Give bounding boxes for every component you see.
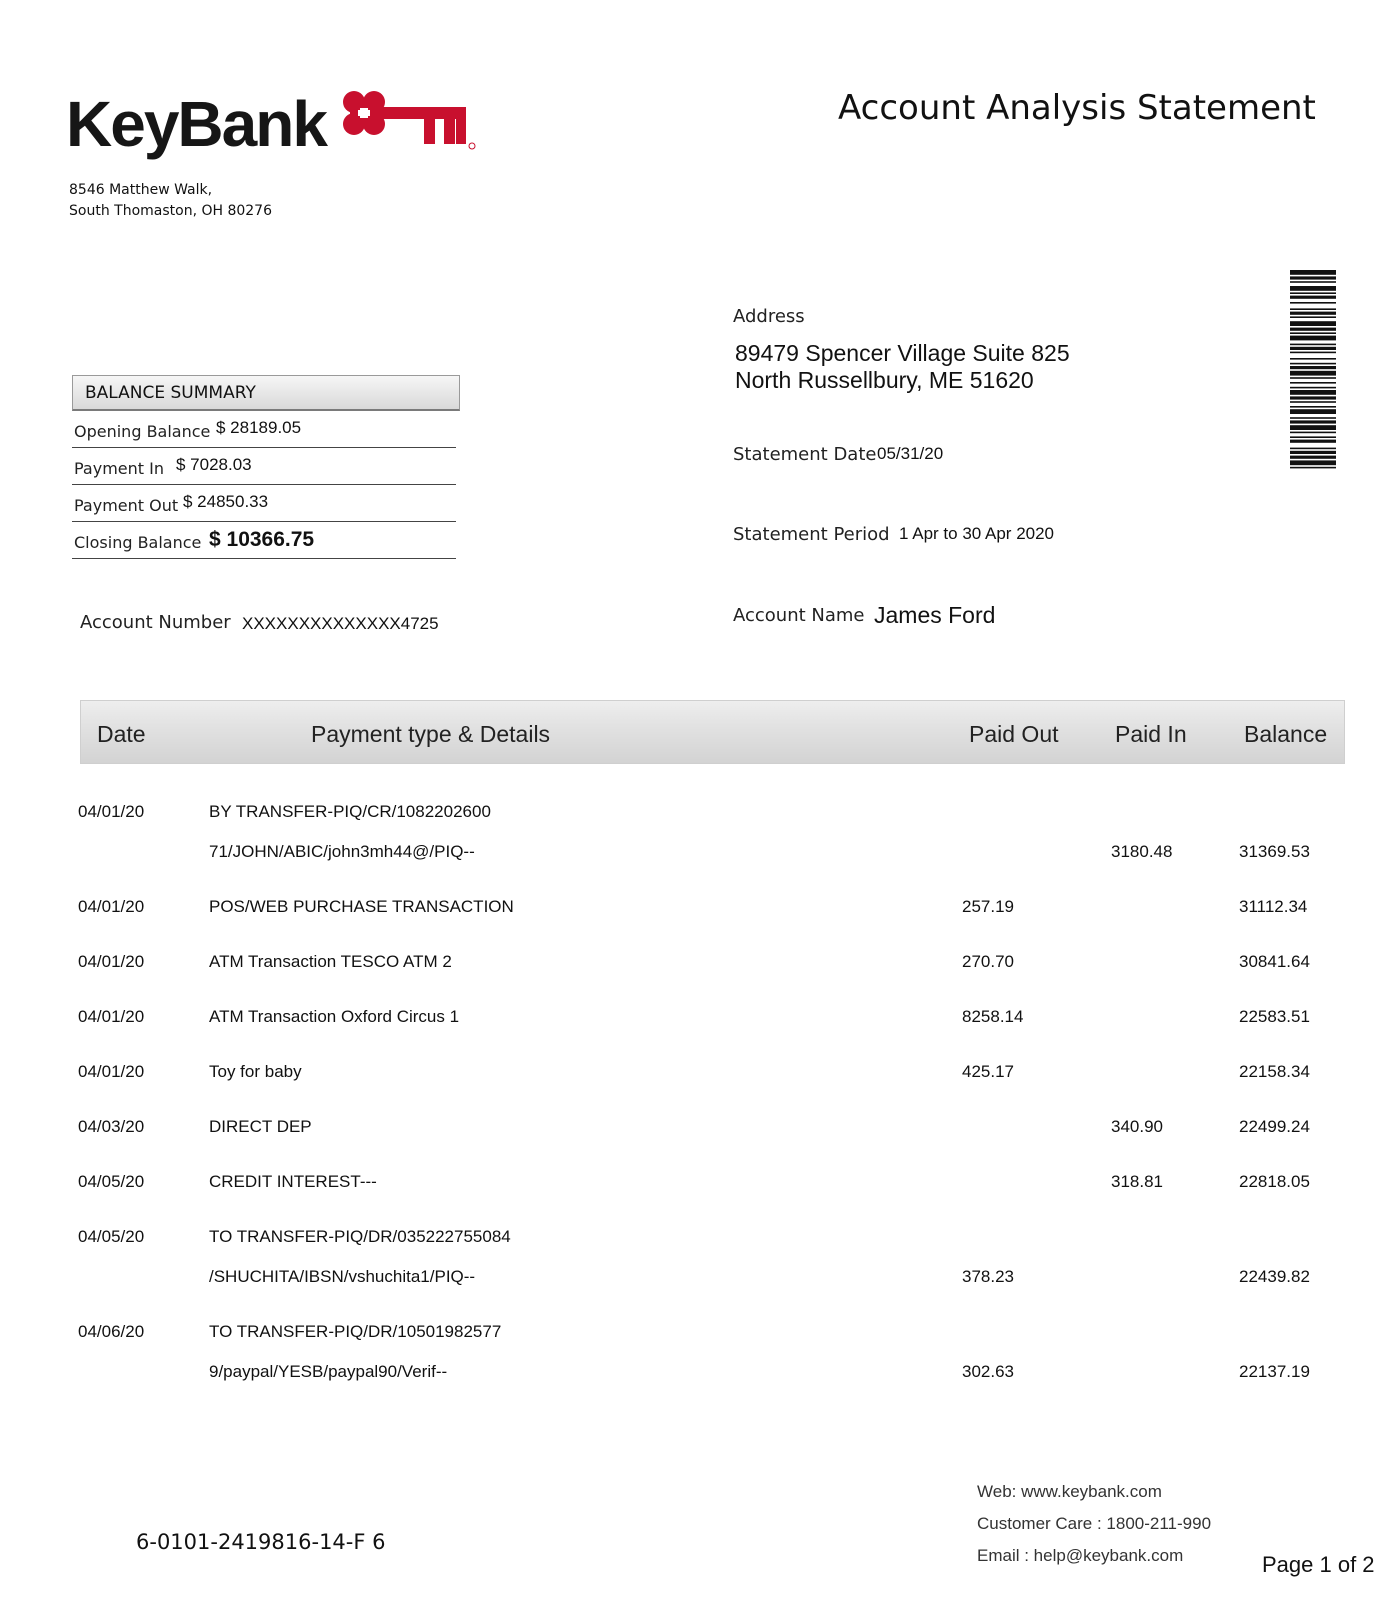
statement-title: Account Analysis Statement	[838, 88, 1316, 128]
closing-balance-row	[72, 522, 456, 559]
row-paid-out: 378.23	[962, 1267, 1014, 1286]
row-details: BY TRANSFER-PIQ/CR/1082202600	[209, 802, 491, 821]
key-logo-icon	[340, 86, 480, 156]
account-name-value: James Ford	[874, 602, 996, 628]
row-details: TO TRANSFER-PIQ/DR/10501982577	[209, 1322, 502, 1341]
balance-summary-header	[72, 375, 460, 411]
address-line2: North Russellbury, ME 51620	[735, 367, 1034, 393]
row-paid-in: 340.90	[1111, 1117, 1163, 1136]
payment-out-row	[72, 485, 456, 522]
row-balance: 22818.05	[1239, 1172, 1310, 1191]
row-details-continued: 9/paypal/YESB/paypal90/Verif--	[209, 1362, 448, 1381]
row-date: 04/01/20	[78, 952, 145, 971]
column-header-date: Date	[97, 721, 146, 747]
footer-email-link[interactable]: Email : help@keybank.com	[977, 1546, 1184, 1565]
payment-in-label: Payment In	[74, 459, 164, 478]
row-paid-out: 302.63	[962, 1362, 1014, 1381]
row-details: TO TRANSFER-PIQ/DR/035222755084	[209, 1227, 511, 1246]
account-number-value: XXXXXXXXXXXXXX4725	[242, 614, 439, 633]
row-balance: 31369.53	[1239, 842, 1310, 861]
closing-balance-label: Closing Balance	[74, 533, 202, 552]
opening-balance-row	[72, 411, 456, 448]
closing-balance-value: $ 10366.75	[209, 528, 315, 551]
row-paid-in: 3180.48	[1111, 842, 1173, 861]
bank-address	[69, 180, 272, 222]
bank-logo-text: KeyBank	[66, 88, 326, 160]
row-date: 04/01/20	[78, 802, 145, 821]
opening-balance-value: $ 28189.05	[216, 418, 302, 437]
transactions-table-header	[80, 700, 1345, 764]
column-header-balance: Balance	[1244, 721, 1328, 747]
bank-address-line2: South Thomaston, OH 80276	[69, 203, 272, 219]
row-date: 04/01/20	[78, 1007, 145, 1026]
row-details: POS/WEB PURCHASE TRANSACTION	[209, 897, 514, 916]
statement-reference-code: 6-0101-2419816-14-F 6	[136, 1530, 386, 1554]
address-line1: 89479 Spencer Village Suite 825	[735, 340, 1070, 366]
row-balance: 22583.51	[1239, 1007, 1310, 1026]
balance-summary-title: BALANCE SUMMARY	[85, 383, 256, 403]
barcode-icon	[1290, 270, 1336, 534]
account-number-label: Account Number	[80, 612, 231, 633]
row-details: CREDIT INTEREST---	[209, 1172, 377, 1191]
account-name-label: Account Name	[733, 605, 865, 626]
row-balance: 30841.64	[1239, 952, 1310, 971]
column-header-paid-in: Paid In	[1115, 721, 1187, 747]
row-paid-in: 318.81	[1111, 1172, 1163, 1191]
row-details-continued: /SHUCHITA/IBSN/vshuchita1/PIQ--	[209, 1267, 476, 1286]
row-details: ATM Transaction Oxford Circus 1	[209, 1007, 460, 1026]
statement-date-value: 05/31/20	[877, 444, 944, 463]
statement-period-value: 1 Apr to 30 Apr 2020	[899, 524, 1055, 543]
row-paid-out: 257.19	[962, 897, 1014, 916]
page-number: Page 1 of 2	[1262, 1552, 1375, 1577]
row-date: 04/03/20	[78, 1117, 145, 1136]
row-date: 04/05/20	[78, 1172, 145, 1191]
row-date: 04/06/20	[78, 1322, 145, 1341]
row-date: 04/01/20	[78, 897, 145, 916]
row-date: 04/01/20	[78, 1062, 145, 1081]
row-paid-out: 270.70	[962, 952, 1014, 971]
column-header-paid-out: Paid Out	[969, 721, 1059, 747]
bank-address-line1: 8546 Matthew Walk,	[69, 182, 213, 198]
row-balance: 22158.34	[1239, 1062, 1310, 1081]
row-balance: 22137.19	[1239, 1362, 1310, 1381]
payment-out-value: $ 24850.33	[183, 492, 269, 511]
column-header-details: Payment type & Details	[311, 721, 551, 747]
address-label: Address	[733, 306, 805, 327]
footer-web-link[interactable]: Web: www.keybank.com	[977, 1482, 1162, 1501]
row-balance: 22439.82	[1239, 1267, 1310, 1286]
payment-in-row	[72, 448, 456, 485]
row-date: 04/05/20	[78, 1227, 145, 1246]
payment-in-value: $ 7028.03	[176, 455, 252, 474]
opening-balance-label: Opening Balance	[74, 422, 211, 441]
row-paid-out: 425.17	[962, 1062, 1014, 1081]
statement-period-label: Statement Period	[733, 524, 890, 545]
row-paid-out: 8258.14	[962, 1007, 1024, 1026]
statement-date-label: Statement Date	[733, 444, 877, 465]
row-balance: 22499.24	[1239, 1117, 1310, 1136]
row-details: DIRECT DEP	[209, 1117, 312, 1136]
row-details: ATM Transaction TESCO ATM 2	[209, 952, 452, 971]
row-details: Toy for baby	[209, 1062, 302, 1081]
row-details-continued: 71/JOHN/ABIC/john3mh44@/PIQ--	[209, 842, 475, 861]
payment-out-label: Payment Out	[74, 496, 179, 515]
footer-customer-care: Customer Care : 1800-211-990	[977, 1514, 1212, 1533]
row-balance: 31112.34	[1239, 897, 1308, 916]
